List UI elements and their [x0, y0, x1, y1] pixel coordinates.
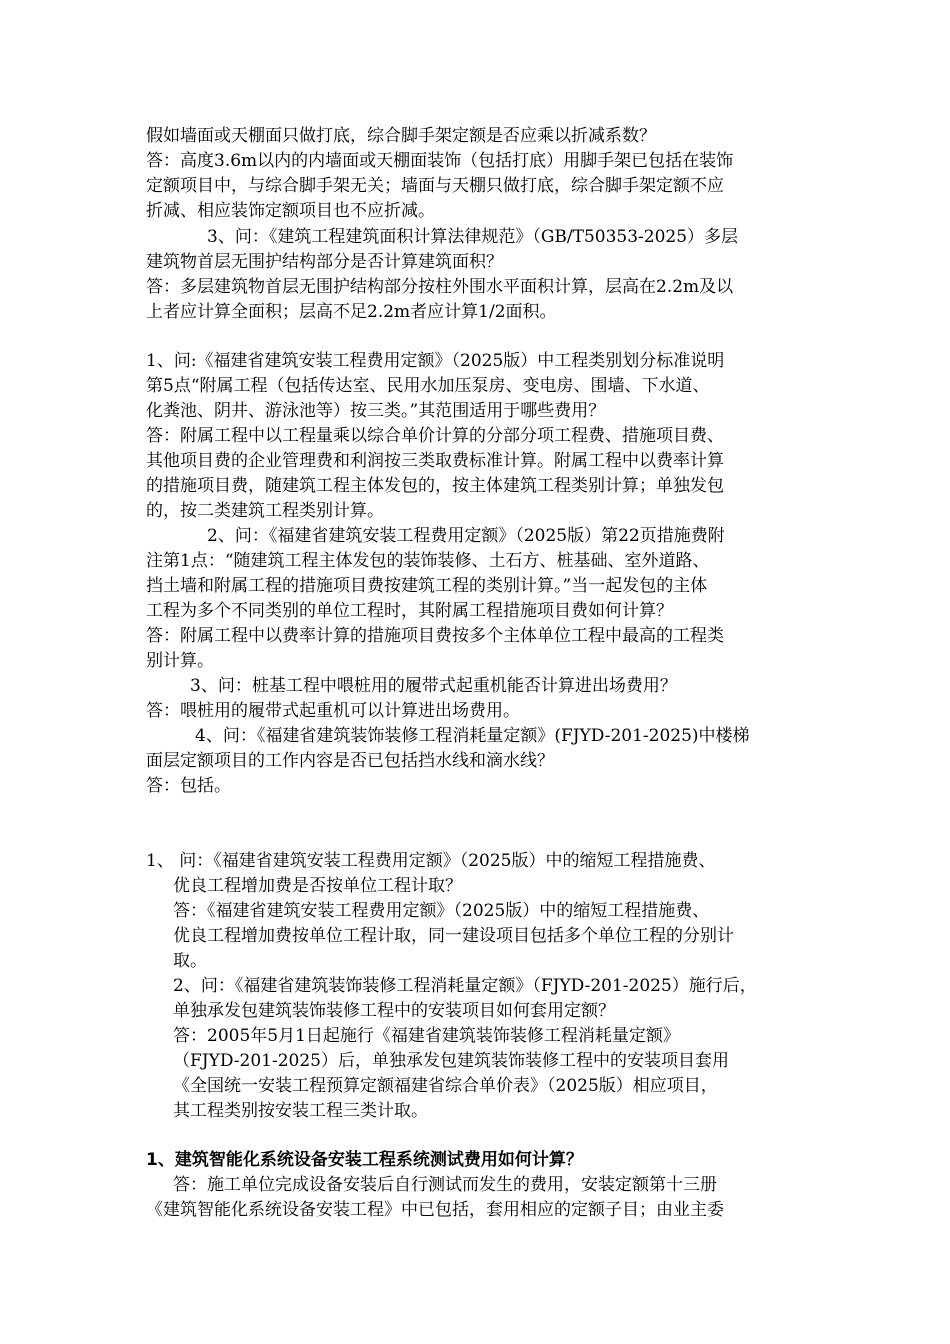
text-line: 取。 [173, 951, 207, 971]
text-line: 其工程类别按安装工程三类计取。 [173, 1101, 428, 1121]
text-line: 答：《福建省建筑安装工程费用定额》（2025版）中的缩短工程措施费、 [173, 901, 710, 921]
text-line: 优良工程增加费是否按单位工程计取？ [173, 876, 462, 896]
text-line: 答：2005年5月1日起施行《福建省建筑装饰装修工程消耗量定额》 [173, 1026, 680, 1046]
text-line: 上者应计算全面积；层高不足2.2m者应计算1/2面积。 [146, 302, 557, 322]
text-line: 的，按二类建筑工程类别计算。 [146, 501, 384, 521]
text-line: 2、问：《福建省建筑装饰装修工程消耗量定额》（FJYD-201-2025）施行后， [173, 976, 757, 996]
text-line: 其他项目费的企业管理费和利润按三类取费标准计算。附属工程中以费率计算 [146, 451, 724, 471]
text-line: 1、 问：《福建省建筑安装工程费用定额》（2025版）中的缩短工程措施费、 [146, 851, 716, 871]
text-line: 挡土墙和附属工程的措施项目费按建筑工程的类别计算。”当一起发包的主体 [146, 576, 708, 596]
text-line: 假如墙面或天棚面只做打底，综合脚手架定额是否应乘以折减系数？ [146, 126, 656, 146]
text-line: 定额项目中，与综合脚手架无关；墙面与天棚只做打底，综合脚手架定额不应 [146, 176, 724, 196]
text-line: 第5点“附属工程（包括传达室、民用水加压泵房、变电房、围墙、下水道、 [146, 376, 710, 396]
text-line: 答：包括。 [146, 776, 231, 796]
section-heading: 1、建筑智能化系统设备安装工程系统测试费用如何计算？ [146, 1150, 583, 1170]
text-line: 《全国统一安装工程预算定额福建省综合单价表》（2025版）相应项目， [173, 1076, 718, 1096]
text-line: 建筑物首层无围护结构部分是否计算建筑面积？ [146, 252, 503, 272]
text-line: 答：高度3.6m以内的内墙面或天棚面装饰（包括打底）用脚手架已包括在装饰 [146, 151, 734, 171]
text-line: 别计算。 [146, 651, 214, 671]
text-line: 化粪池、阴井、游泳池等）按三类。”其范围适用于哪些费用？ [146, 401, 606, 421]
text-line: 答：附属工程中以工程量乘以综合单价计算的分部分项工程费、措施项目费、 [146, 426, 724, 446]
text-line: 答：多层建筑物首层无围护结构部分按柱外围水平面积计算，层高在2.2m及以 [146, 277, 734, 297]
text-line: 《建筑智能化系统设备安装工程》中已包括，套用相应的定额子目；由业主委 [146, 1200, 724, 1220]
text-line: 4、问：《福建省建筑装饰装修工程消耗量定额》(FJYD-201-2025)中楼梯 [195, 726, 750, 746]
text-line: 面层定额项目的工作内容是否已包括挡水线和滴水线？ [146, 751, 554, 771]
text-line: （FJYD-201-2025）后，单独承发包建筑装饰装修工程中的安装项目套用 [173, 1051, 729, 1071]
text-line: 3、问：桩基工程中喂桩用的履带式起重机能否计算进出场费用？ [190, 676, 677, 696]
text-line: 2、问：《福建省建筑安装工程费用定额》（2025版）第22页措施费附 [207, 526, 725, 546]
text-line: 3、问：《建筑工程建筑面积计算法律规范》（GB/T50353-2025）多层 [207, 227, 739, 247]
text-line: 答：施工单位完成设备安装后自行测试而发生的费用，安装定额第十三册 [173, 1175, 717, 1195]
text-line: 注第1点：“随建筑工程主体发包的装饰装修、土石方、桩基础、室外道路、 [146, 551, 710, 571]
text-line: 的措施项目费，随建筑工程主体发包的，按主体建筑工程类别计算；单独发包 [146, 476, 724, 496]
text-line: 单独承发包建筑装饰装修工程中的安装项目如何套用定额？ [173, 1001, 615, 1021]
text-line: 答：喂桩用的履带式起重机可以计算进出场费用。 [146, 701, 520, 721]
text-line: 折减、相应装饰定额项目也不应折减。 [146, 201, 435, 221]
text-line: 工程为多个不同类别的单位工程时，其附属工程措施项目费如何计算？ [146, 601, 673, 621]
text-line: 优良工程增加费按单位工程计取，同一建设项目包括多个单位工程的分别计 [173, 926, 734, 946]
text-line: 答：附属工程中以费率计算的措施项目费按多个主体单位工程中最高的工程类 [146, 626, 724, 646]
text-line: 1、问:《福建省建筑安装工程费用定额》（2025版）中工程类别划分标准说明 [146, 351, 725, 371]
